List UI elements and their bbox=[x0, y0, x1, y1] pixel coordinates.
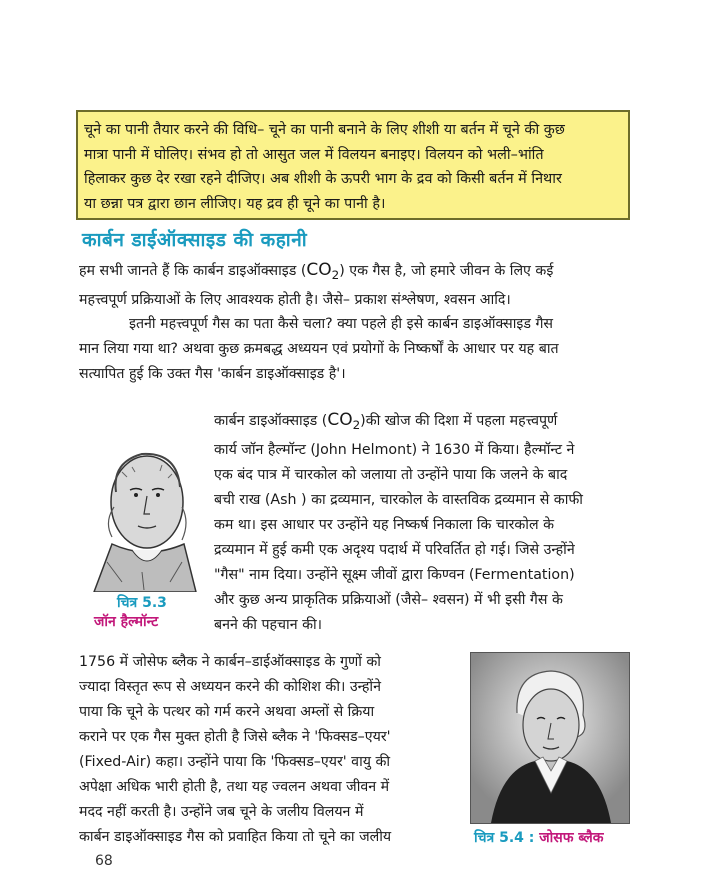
note-line: हिलाकर कुछ देर रखा रहने दीजिए। अब शीशी के ऊपरी भाग के द्रव को किसी बर्तन में निथार bbox=[84, 171, 562, 187]
section-heading: कार्बन डाईऑक्साइड की कहानी bbox=[82, 229, 308, 251]
figure-number: चित्र 5.4 : bbox=[474, 830, 535, 846]
page-number: 68 bbox=[95, 853, 113, 869]
paragraph-line: कराने पर एक गैस मुक्त होती है जिसे ब्लैक ने 'फिक्सड–एयर' bbox=[79, 729, 391, 745]
method-note-box bbox=[76, 110, 630, 220]
figure-caption: जॉन हैल्मॉन्ट bbox=[94, 614, 159, 630]
helmont-line-1 bbox=[214, 408, 634, 438]
paragraph-line: बनने की पहचान की। bbox=[214, 617, 323, 633]
black-portrait-image bbox=[470, 652, 630, 824]
paragraph-line: सत्यापित हुई कि उक्त गैस 'कार्बन डाइऑक्साइड है'। bbox=[79, 366, 346, 382]
co2-formula bbox=[306, 260, 339, 280]
text-span: इतनी महत्त्वपूर्ण गैस का पता कैसे चला? क्या पहले ही इसे कार्बन डाइऑक्साइड गैस bbox=[129, 316, 554, 332]
figure-caption: जोसफ ब्लैक bbox=[539, 830, 604, 846]
co2-subscript: 2 bbox=[331, 268, 340, 282]
co2-formula bbox=[327, 410, 360, 430]
figure-caption-black bbox=[474, 828, 604, 847]
paragraph-line: पाया कि चूने के पत्थर को गर्म करने अथवा अम्लों से क्रिया bbox=[79, 704, 375, 720]
text-span: हम सभी जानते हैं कि कार्बन डाइऑक्साइड ( bbox=[79, 263, 307, 279]
paragraph-line: एक बंद पात्र में चारकोल को जलाया तो उन्होंने पाया कि जलने के बाद bbox=[214, 467, 568, 483]
note-line: मात्रा पानी में घोलिए। संभव हो तो आसुत जल में विलयन बनाइए। विलयन को भली–भांति bbox=[84, 146, 544, 163]
co2-text: CO bbox=[306, 260, 332, 280]
figure-number: चित्र 5.3 bbox=[117, 595, 167, 611]
paragraph-line: मान लिया गया था? अथवा कुछ क्रमबद्ध अध्ययन एवं प्रयोगों के निष्कर्षों के आधार पर यह बात bbox=[79, 341, 559, 357]
paragraph-line: अपेक्षा अधिक भारी होती है, तथा यह ज्वलन अथवा जीवन में bbox=[79, 779, 390, 795]
note-line: चूने का पानी तैयार करने की विधि– चूने का पानी बनाने के लिए शीशी या बर्तन में चूने की कुछ bbox=[84, 122, 565, 138]
helmont-paragraph bbox=[214, 408, 634, 638]
text-span: ) एक गैस है, जो हमारे जीवन के लिए कई bbox=[339, 263, 554, 279]
paragraph-line: बची राख (Ash ) का द्रव्यमान, चारकोल के वास्तविक द्रव्यमान से काफी bbox=[214, 492, 583, 508]
paragraph-line bbox=[79, 312, 634, 337]
helmont-portrait-image bbox=[92, 432, 198, 592]
paragraph-line: 1756 में जोसेफ ब्लैक ने कार्बन–डाईऑक्साइड के गुणों को bbox=[79, 654, 381, 670]
paragraph-line: कार्बन डाइऑक्साइड गैस को प्रवाहित किया तो चूने का जलीय bbox=[79, 829, 392, 845]
paragraph-line: (Fixed-Air) कहा। उन्होंने पाया कि 'फिक्सड–एयर' वायु की bbox=[79, 754, 391, 770]
black-paragraph bbox=[79, 650, 447, 850]
intro-paragraph bbox=[79, 258, 634, 313]
paragraph-line: मदद नहीं करती है। उन्होंने जब चूने के जलीय विलयन में bbox=[79, 804, 364, 820]
paragraph-line: कार्य जॉन हैल्मॉन्ट (John Helmont) ने 1630 में किया। हैल्मॉन्ट ने bbox=[214, 442, 575, 458]
paragraph-line: ज्यादा विस्तृत रूप से अध्ययन करने की कोशिश की। उन्होंने bbox=[79, 679, 381, 695]
paragraph-line: द्रव्यमान में हुई कमी एक अदृश्य पदार्थ में परिवर्तित हो गई। जिसे उन्होंने bbox=[214, 542, 575, 558]
intro-line-2: महत्त्वपूर्ण प्रक्रियाओं के लिए आवश्यक होती है। जैसे– प्रकाश संश्लेषण, श्वसन आदि। bbox=[79, 292, 511, 308]
co2-text: CO bbox=[327, 410, 353, 430]
text-span: )की खोज की दिशा में पहला महत्त्वपूर्ण bbox=[360, 413, 558, 429]
question-paragraph bbox=[79, 312, 634, 387]
intro-line-1 bbox=[79, 258, 634, 288]
text-span: कार्बन डाइऑक्साइड ( bbox=[214, 413, 328, 429]
paragraph-line: "गैस" नाम दिया। उन्होंने सूक्ष्म जीवों द्वारा किण्वन (Fermentation) bbox=[214, 567, 575, 583]
note-line: या छन्ना पत्र द्वारा छान लीजिए। यह द्रव ही चूने का पानी है। bbox=[84, 195, 386, 212]
co2-subscript: 2 bbox=[352, 418, 361, 432]
paragraph-line: और कुछ अन्य प्राकृतिक प्रक्रियाओं (जैसे– श्वसन) में भी इसी गैस के bbox=[214, 592, 563, 608]
paragraph-line: कम था। इस आधार पर उन्होंने यह निष्कर्ष निकाला कि चारकोल के bbox=[214, 517, 555, 533]
